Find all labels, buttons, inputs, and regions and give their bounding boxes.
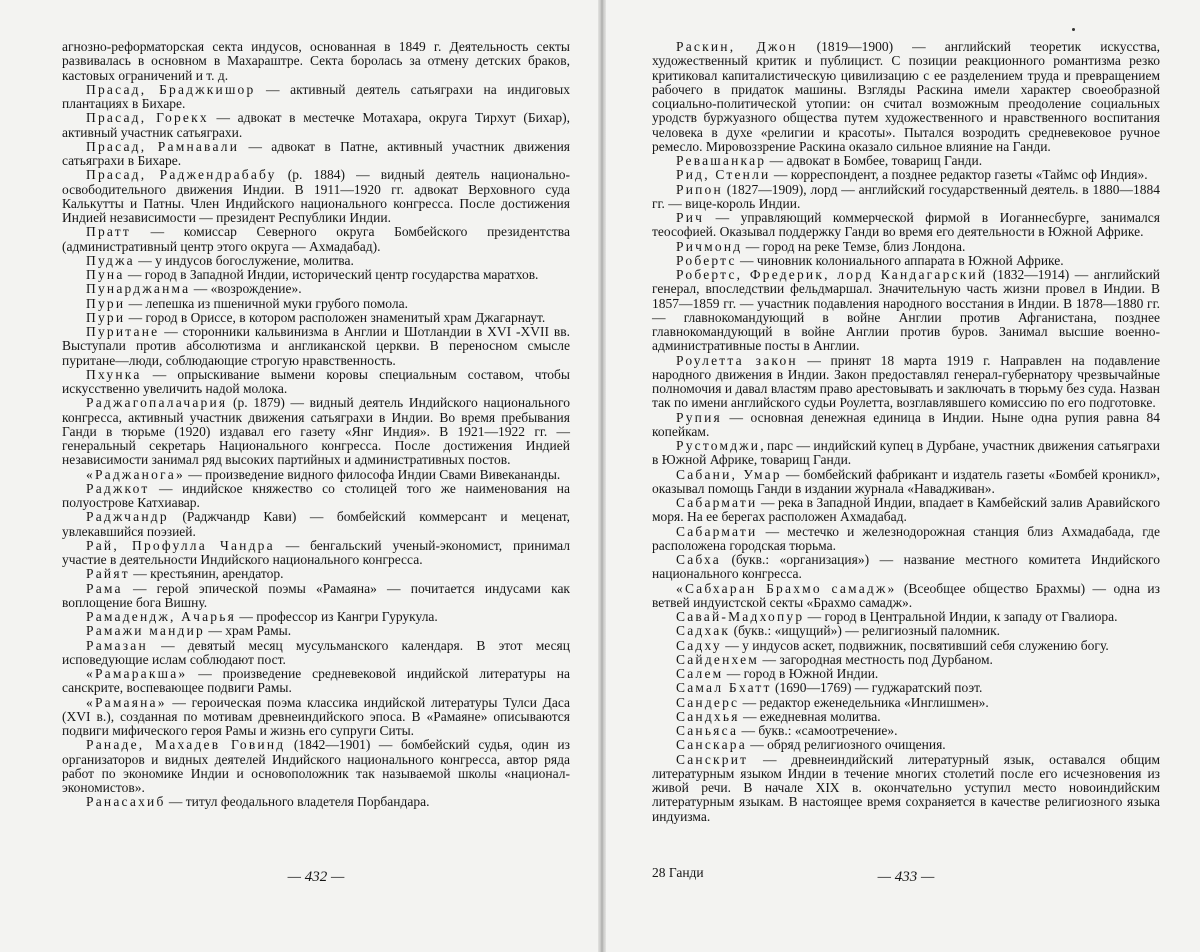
entry-definition: — принят 18 марта 1919 г. Направлен на подавление народного движения в Индии. Закон предоставлял генерал-губернатору чрезвычайные полномочия и давал властям право арестовывать и заключать в тюрьму без суда. Назван так по имени английского судьи Роулетта, возглавлявшего комиссию по его подготовке. [652,352,1160,411]
glossary-entry [62,624,570,638]
entry-definition: — река в Западной Индии, впадает в Камбейский залив Аравийского моря. На ее берегах расположен Ахмадабад. [652,495,1160,525]
entry-definition: — индийское княжество со столицей того же наименования на полуострове Катхиавар. [62,480,570,510]
entry-definition: (р. 1884) — видный деятель национально-освободительного движения Индии. В 1911—1920 гг. адвокат Верховного суда Калькутты и Патны. Член Индийского национального конгресса. После достижения Индией независимости — президент Республики Индии. [62,167,570,225]
entry-definition: , парс — индийский купец в Дурбане, участник движения сатьяграхи в Южной Африке, товарищ Ганди. [652,438,1160,468]
entry-term: Пури [86,309,126,325]
entry-definition: (1690—1769) — гуджаратский поэт. [771,680,983,696]
entry-term: Рама [86,580,123,596]
entry-term: Раджкот [86,480,150,496]
entry-term: Рамазан [86,637,148,653]
entry-definition: (букв.: «организация») — название местного комитета Индийского национального конгресса. [652,552,1160,582]
entry-definition: — «возрождение». [190,281,302,297]
glossary-entries-right [652,40,1160,824]
glossary-entry [62,468,570,482]
entry-term: «Раджанога» [86,466,185,482]
entry-definition: — букв.: «самоотречение». [738,723,898,738]
entry-term: Рай, Профулла Чандра [86,537,275,553]
entry-term: «Рамаракша» [86,666,188,681]
entry-definition: — адвокат в Бомбее, товарищ Ганди. [766,153,983,168]
entry-term: Робертс [676,252,737,268]
entry-definition: — активный деятель сатьяграхи на индиговых плантациях в Бихаре. [62,81,570,111]
entry-definition: — основная денежная единица в Индии. Ныне одна рупия равна 84 копейкам. [652,409,1160,439]
entry-term: Ранасахиб [86,794,166,810]
entry-definition: — загородная местность под Дурбаном. [759,651,993,667]
entry-term: Раджагопалачария [86,395,228,411]
entry-definition: — бомбейский фабрикант и издатель газеты «Бомбей кроникл», оказывал помощь Ганди в издании журнала «Навадживан». [652,466,1160,496]
glossary-entry [62,168,570,225]
entry-term: Пури [86,295,126,311]
entry-term: Салем [676,666,724,681]
entry-definition: — у индусов богослужение, молитва. [134,252,354,268]
book-gutter [598,0,606,952]
entry-definition: — обряд религиозного очищения. [746,737,946,753]
entry-definition: — город в Ориссе, в котором расположен знаменитый храм Джагарнаут. [125,309,546,325]
entry-definition: — местечко и железнодорожная станция близ Ахмадабада, где расположена городская тюрьма. [652,523,1160,553]
page-number-left: — 432 — [287,869,345,885]
entry-term: Рипон [676,181,723,197]
entry-definition: — крестьянин, арендатор. [129,566,284,582]
entry-definition: — город в Западной Индии, исторический центр государства маратхов. [124,267,539,282]
entry-definition: — ежедневная молитва. [739,708,881,724]
glossary-entry [62,225,570,254]
entry-term: Пуритане [86,324,160,339]
entry-term: Сабха [676,552,721,567]
entry-definition: — героическая поэма классика индийской литературы Тулси Даса (XVI в.), созданная по мотивам древнеиндийского эпоса. В «Рамаяне» описываются подвиги мифического героя Рамы и жизнь его супруги Ситы. [62,694,570,738]
print-speck [1072,28,1075,31]
glossary-entry [62,795,570,809]
entry-term: Саньяса [676,723,739,738]
glossary-entry [62,567,570,581]
printer-signature-mark: 28 Ганди [652,865,704,880]
entry-term: Рупия [676,409,722,425]
entry-term: Санскара [676,737,747,753]
entry-definition: (Раджчандр Кави) — бомбейский коммерсант и меценат, увлекавшийся поэзией. [62,509,570,539]
glossary-entry [62,639,570,668]
entry-term: Сандхья [676,708,740,724]
entry-term: Рамадендж, Ачарья [86,609,237,624]
glossary-entry [652,639,1160,653]
glossary-entry [62,482,570,511]
glossary-entry [652,168,1160,182]
entry-definition: (1819—1900) — английский теоретик искусства, художественный критик и публицист. С позиции реакционного романтизма резко критиковал капиталистическую цивилизацию с ее разделением труда и превращением рабочего в придаток машины. Взгляды Раскина имели характер своеобразной социально-политической утопии: он считал возможным преодоление социальных уродств буржуазного общества путем художественного и нравственного воспитания человека в духе «религии и красоты». Пытался возродить средневековое ручное ремесло. Мировоззрение Раскина оказало сильное влияние на Ганди. [652,39,1161,154]
entry-definition: — лепешка из пшеничной муки грубого помола. [125,295,408,311]
entry-definition: — девятый месяц мусульманского календаря. В этот месяц исповедующие ислам соблюдают пост. [62,637,570,667]
entry-term: Робертс, Фредерик, лорд Кандагарский [676,267,988,282]
entry-definition: — у индусов аскет, подвижник, посвятивший себя служению богу. [721,637,1109,653]
glossary-entry [62,254,570,268]
entry-definition: (1827—1909), лорд — английский государственный деятель. в 1880—1884 гг. — вице-король Индии. [652,181,1160,211]
glossary-entry [62,282,570,296]
page-number-right: — 433 — [877,869,935,885]
glossary-entry [652,624,1160,638]
entry-definition: — опрыскивание вымени коровы специальным составом, чтобы искусственно увеличить надой молока. [62,366,570,396]
glossary-entry [652,753,1160,824]
entry-term: Сабармати [676,523,758,539]
entry-term: «Рамаяна» [86,694,167,710]
glossary-entry [652,681,1160,695]
entry-term: Прасад, Браджкишор [86,81,256,97]
glossary-entry [652,354,1160,411]
entry-definition: — герой эпической поэмы «Рамаяна» — почитается индусами как воплощение бога Вишну. [62,580,570,610]
glossary-entry [652,653,1160,667]
glossary-entry [62,311,570,325]
entry-definition: агнозно-реформаторская секта индусов, основанная в 1849 г. Деятельность секты развивалась в основном в Махараштре. Секта боролась за отмену детских браков, кастовых ограничений и т. д. [62,39,570,83]
entry-term: Савай-Мадхопур [676,609,805,624]
glossary-entry [652,553,1160,582]
entry-definition: — управляющий коммерческой фирмой в Иоганнесбурге, занимался теософией. Оказывал поддержку Ганди во время его деятельности в Южной Африке. [652,210,1160,240]
entry-definition: (1832—1914) — английский генерал, впоследствии фельдмаршал. Значительную часть жизни провел в Индии. В 1857—1859 гг. — участник подавления народного восстания в Индии. В 1878—1880 гг. — главнокомандующий в войне Англии против Афганистана, позднее главнокомандующий в войне Англии против буров. Занимал высшие военно-административные посты в Англии. [652,267,1161,354]
entry-term: Сайденхем [676,651,760,667]
entry-definition: — профессор из Кангри Гурукула. [236,609,438,624]
entry-definition: — произведение видного философа Индии Свами Вивекананды. [184,466,561,482]
entry-definition: — город в Центральной Индии, к западу от Гвалиора. [804,609,1118,624]
entry-term: Прасад, Рамнавали [86,138,240,154]
entry-definition: — адвокат в местечке Мотахара, округа Тирхут (Бихар), активный участник сатьяграхи. [62,110,570,140]
glossary-entry [652,738,1160,752]
entry-term: Садхак [676,623,731,639]
glossary-entry [652,183,1160,212]
entry-term: Прасад, Горекх [86,110,209,126]
glossary-entry [62,140,570,169]
entry-term: Сабармати [676,495,758,510]
glossary-entry [62,610,570,624]
entry-term: Сабани, Умар [676,466,782,482]
entry-term: Раскин, Джон [676,39,798,54]
entry-term: Прасад, Раджендрабабу [86,167,277,183]
glossary-entries-left [62,40,570,810]
entry-term: Сандерс [676,694,740,710]
entry-definition: — адвокат в Патне, активный участник движения сатьяграхи в Бихаре. [62,138,571,168]
entry-term: Пхунка [86,366,142,382]
glossary-entry [652,40,1160,154]
entry-definition: — город в Южной Индии. [723,666,879,681]
glossary-entry [62,83,570,112]
entry-term: «Сабхаран Брахмо самадж» [676,580,897,596]
glossary-entry [62,738,570,795]
glossary-entry [62,696,570,739]
glossary-entry [62,368,570,397]
glossary-entry [62,111,570,140]
entry-term: Пуна [86,267,125,282]
entry-definition: — древнеиндийский литературный язык, оставался общим литературным языком Индии в течение многих столетий после его исчезновения из живой речи. В начале XIX в. окончательно уступил место новоиндийским литературным языкам. В настоящее время сохраняется в качестве религиозного языка индуизма. [652,751,1160,824]
entry-definition: — город на реке Темзе, близ Лондона. [742,238,966,254]
entry-definition: (1842—1901) — бомбейский судья, один из организаторов и видных деятелей Индийского национального конгресса, автор ряда работ по экономике Индии и основоположник так называемой школы «национал-экономистов». [62,737,570,795]
entry-term: Рид, Стенли [676,167,771,183]
entry-term: Самал Бхатт [676,680,772,696]
glossary-entry [652,724,1160,738]
entry-term: Рамажи мандир [86,623,205,639]
entry-definition: (букв.: «ищущий») — религиозный паломник. [730,623,1001,639]
glossary-entry [62,325,570,368]
right-page [606,0,1200,952]
entry-definition: — корреспондент, а позднее редактор газеты «Таймс оф Индия». [770,167,1148,183]
entry-term: Ранаде, Махадев Говинд [86,737,286,753]
entry-definition: — бенгальский ученый-экономист, принимал участие в деятельности Индийского национального конгресса. [62,537,570,567]
entry-term: Ревашанкар [676,153,767,168]
entry-definition: — произведение средневековой индийской литературы на санскрите, воспевающее подвиги Рамы. [62,666,570,696]
entry-definition: — редактор еженедельника «Инглишмен». [739,694,989,710]
entry-definition: — чиновник колониального аппарата в Южной Африке. [736,252,1064,268]
glossary-entry [62,40,570,83]
glossary-entry [62,396,570,467]
entry-term: Рустомджи [676,438,761,453]
glossary-entry [652,468,1160,497]
glossary-entry [652,268,1160,354]
glossary-entry [652,696,1160,710]
entry-term: Роулетта закон [676,352,798,368]
entry-term: Раджчандр [86,509,169,525]
entry-term: Райят [86,566,130,582]
entry-definition: — сторонники кальвинизма в Англии и Шотландии в XVI -XVII вв. Выступали против абсолютизма и англиканской церкви. В переносном смысле пуритане—люди, соблюдающие строгую нравственность. [62,324,570,368]
entry-term: Садху [676,637,722,653]
glossary-entry [652,525,1160,554]
entry-term: Пуджа [86,252,135,268]
glossary-entry [652,411,1160,440]
entry-term: Пратт [86,224,131,240]
glossary-entry [652,610,1160,624]
glossary-entry [652,667,1160,681]
glossary-entry [62,582,570,611]
glossary-entry [62,268,570,282]
entry-definition: — титул феодального владетеля Порбандара. [165,794,430,810]
glossary-entry [62,667,570,696]
entry-term: Ричмонд [676,238,743,254]
glossary-entry [652,211,1160,240]
entry-term: Рич [676,210,705,225]
glossary-entry [652,240,1160,254]
entry-definition: — храм Рамы. [204,623,292,639]
glossary-entry [652,496,1160,525]
glossary-entry [652,154,1160,168]
glossary-entry [652,254,1160,268]
entry-definition: — комиссар Северного округа Бомбейского президентства (административный центр этого округа — Ахмадабад). [62,224,570,254]
glossary-entry [62,539,570,568]
entry-definition: (Всеобщее общество Брахмы) — одна из ветвей индуистской секты «Брахмо самадж». [652,580,1160,610]
glossary-entry [652,439,1160,468]
glossary-entry [62,297,570,311]
entry-definition: (р. 1879) — видный деятель Индийского национального конгресса, активный участник движения сатьяграхи в Индии. Во время пребывания Ганди в тюрьме (1920) издавал его газету «Янг Индия». В 1921—1922 гг. — генеральный секретарь Национального конгресса. После достижения Индией независимости занимал ряд высоких партийных и административных постов. [62,395,570,468]
entry-term: Санскрит [676,751,749,767]
glossary-entry [652,582,1160,611]
entry-term: Пунарджанма [86,281,191,297]
glossary-entry [62,510,570,539]
glossary-entry [652,710,1160,724]
